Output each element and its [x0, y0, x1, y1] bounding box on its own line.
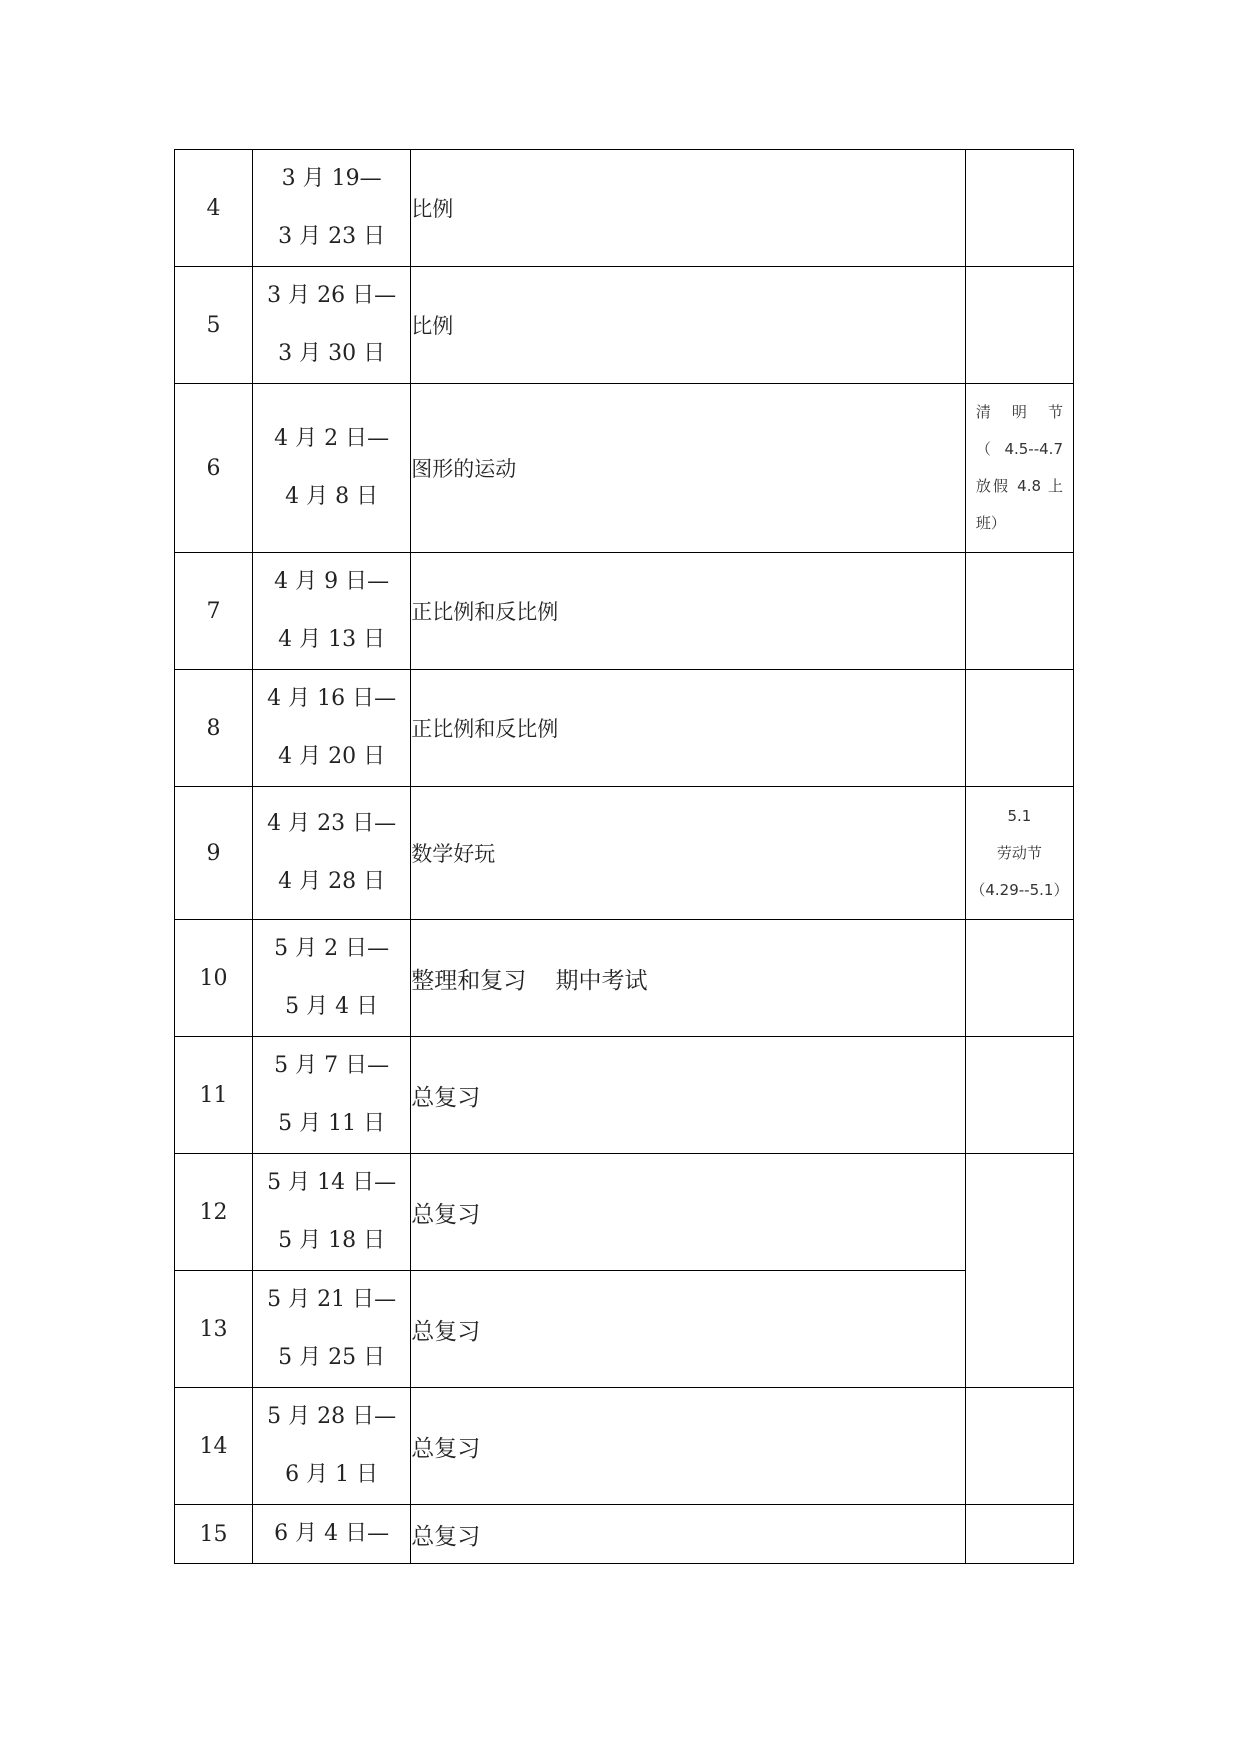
date-end: 4 月 13 日 [278, 627, 386, 652]
table-row [175, 553, 1074, 670]
date-end: 6 月 1 日 [285, 1462, 379, 1487]
content-cell: 总复习 [411, 1154, 966, 1271]
content-cell: 总复习 [411, 1037, 966, 1154]
date-start: 5 月 21 日— [267, 1287, 397, 1312]
note-cell [965, 920, 1073, 1037]
date-range [253, 267, 411, 384]
date-start: 3 月 26 日— [267, 283, 397, 308]
date-range [253, 150, 411, 267]
note-cell [965, 267, 1073, 384]
content-cell [411, 920, 966, 1037]
date-end: 5 月 4 日 [285, 994, 379, 1019]
content-cell: 正比例和反比例 [411, 553, 966, 670]
date-range [253, 787, 411, 920]
date-end: 5 月 25 日 [278, 1345, 386, 1370]
date-start: 5 月 14 日— [267, 1170, 397, 1195]
date-range [253, 670, 411, 787]
week-number: 11 [175, 1037, 253, 1154]
note-line: 5.1 [1007, 806, 1032, 825]
note-cell [965, 150, 1073, 267]
content-cell: 数学好玩 [411, 787, 966, 920]
date-start: 3 月 19— [281, 166, 382, 191]
content-cell: 总复习 [411, 1388, 966, 1505]
holiday-note [966, 798, 1073, 909]
table-row [175, 1037, 1074, 1154]
note-line: （4.29--5.1） [970, 880, 1069, 899]
date-start: 5 月 28 日— [267, 1404, 397, 1429]
week-number: 10 [175, 920, 253, 1037]
note-line: （ 4.5--4.7 [975, 440, 1063, 458]
table-row [175, 1388, 1074, 1505]
table-row [175, 384, 1074, 553]
note-cell [965, 1037, 1073, 1154]
table-row [175, 920, 1074, 1037]
date-end: 4 月 28 日 [278, 869, 386, 894]
content-main: 整理和复习 [411, 967, 527, 994]
date-range [253, 1037, 411, 1154]
table-row [175, 1505, 1074, 1564]
date-start: 5 月 7 日— [274, 1053, 390, 1078]
week-number: 4 [175, 150, 253, 267]
date-range [253, 1154, 411, 1271]
content-cell: 比例 [411, 267, 966, 384]
date-range [253, 384, 411, 553]
date-end: 5 月 18 日 [278, 1228, 386, 1253]
date-start: 5 月 2 日— [274, 936, 390, 961]
note-cell [965, 1388, 1073, 1505]
holiday-note [966, 394, 1073, 542]
week-number: 9 [175, 787, 253, 920]
date-start: 4 月 9 日— [274, 569, 390, 594]
table-row [175, 267, 1074, 384]
note-line: 清 明 节 [975, 403, 1063, 421]
content-cell: 图形的运动 [411, 384, 966, 553]
week-number: 7 [175, 553, 253, 670]
date-range [253, 1271, 411, 1388]
content-cell: 比例 [411, 150, 966, 267]
date-end: 5 月 11 日 [278, 1111, 386, 1136]
date-end: 4 月 8 日 [285, 484, 379, 509]
date-start: 4 月 23 日— [267, 811, 397, 836]
date-start: 6 月 4 日— [274, 1521, 390, 1546]
table-row [175, 1154, 1074, 1271]
note-line: 班） [975, 514, 1006, 532]
table-row [175, 1271, 1074, 1388]
note-cell [965, 1154, 1073, 1388]
date-range [253, 1388, 411, 1505]
note-cell [965, 787, 1073, 920]
date-end: 4 月 20 日 [278, 744, 386, 769]
table-row [175, 787, 1074, 920]
table-row [175, 670, 1074, 787]
date-end: 3 月 30 日 [278, 341, 386, 366]
date-end: 3 月 23 日 [278, 224, 386, 249]
content-extra: 期中考试 [555, 967, 648, 994]
week-number: 12 [175, 1154, 253, 1271]
content-cell: 正比例和反比例 [411, 670, 966, 787]
note-cell [965, 1505, 1073, 1564]
week-number: 13 [175, 1271, 253, 1388]
note-line: 放假 4.8 上 [975, 477, 1063, 495]
note-line: 劳动节 [996, 843, 1042, 862]
note-cell [965, 670, 1073, 787]
note-cell [965, 384, 1073, 553]
schedule-table [174, 149, 1074, 1564]
date-range [253, 920, 411, 1037]
week-number: 14 [175, 1388, 253, 1505]
week-number: 5 [175, 267, 253, 384]
date-start: 4 月 2 日— [274, 426, 390, 451]
week-number: 6 [175, 384, 253, 553]
date-range [253, 1505, 411, 1564]
table-row [175, 150, 1074, 267]
week-number: 15 [175, 1505, 253, 1564]
note-cell [965, 553, 1073, 670]
date-range [253, 553, 411, 670]
week-number: 8 [175, 670, 253, 787]
date-start: 4 月 16 日— [267, 686, 397, 711]
content-cell: 总复习 [411, 1271, 966, 1388]
content-cell: 总复习 [411, 1505, 966, 1564]
